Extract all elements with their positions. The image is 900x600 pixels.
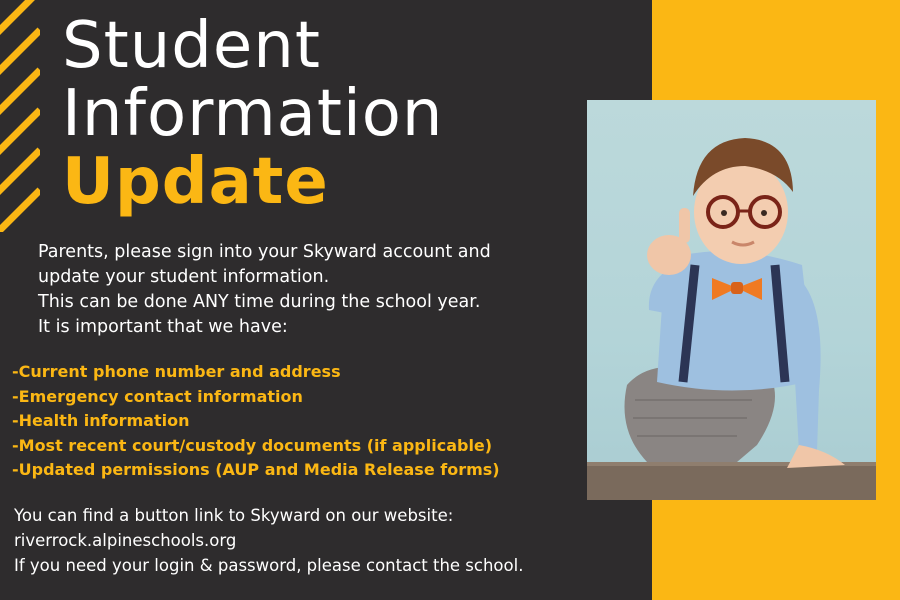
list-item: -Health information xyxy=(12,411,190,430)
intro-line: It is important that we have: xyxy=(38,317,288,337)
title-line-information: Information xyxy=(62,77,444,151)
footer-line: You can find a button link to Skyward on our website: xyxy=(14,506,454,525)
toddler-thumbs-up-photo xyxy=(587,100,876,500)
diagonal-stripes-decoration xyxy=(0,0,40,232)
intro-line: Parents, please sign into your Skyward account and xyxy=(38,242,491,262)
website-url: riverrock.alpineschools.org xyxy=(14,531,237,550)
intro-line: This can be done ANY time during the school year. xyxy=(38,292,481,312)
list-item: -Current phone number and address xyxy=(12,362,341,381)
intro-paragraph xyxy=(38,240,578,340)
list-item: -Most recent court/custody documents (if applicable) xyxy=(12,435,493,455)
list-item: -Updated permissions (AUP and Media Release forms) xyxy=(12,460,500,479)
photo-illustration xyxy=(587,100,876,500)
title-line-update: Update xyxy=(62,145,329,219)
list-item: -Emergency contact information xyxy=(12,386,303,406)
footer-note xyxy=(14,503,614,578)
intro-line: update your student information. xyxy=(38,267,330,287)
title-line-student: Student xyxy=(62,9,321,83)
required-info-list xyxy=(12,360,500,483)
footer-line: If you need your login & password, please contact the school. xyxy=(14,556,524,575)
